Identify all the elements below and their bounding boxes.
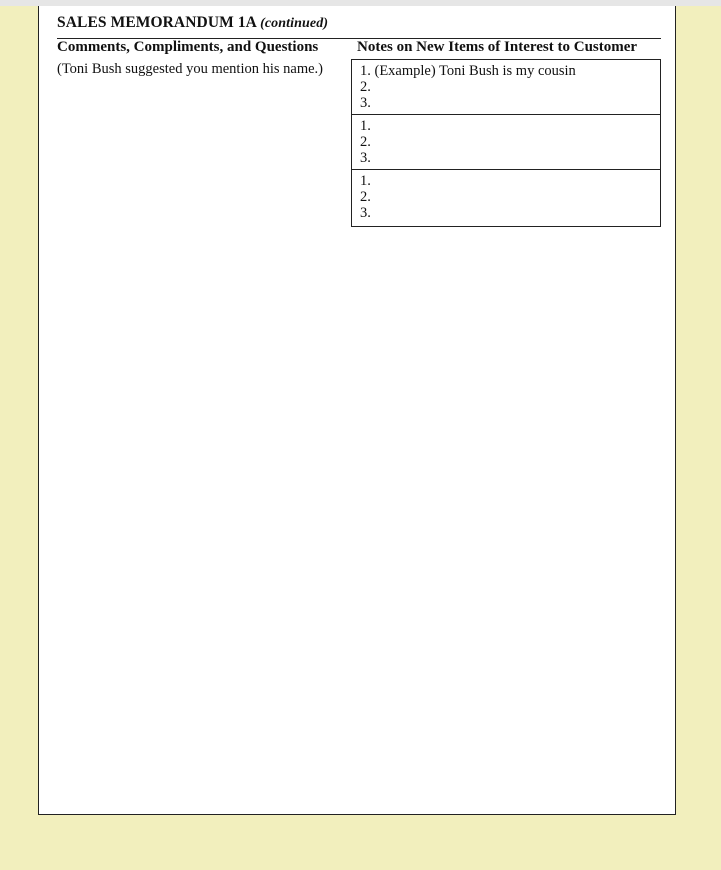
comment-text: (Toni Bush suggested you mention his name.): [57, 61, 323, 77]
note-group-2: [352, 115, 660, 170]
note-line[interactable]: 1.: [360, 173, 371, 189]
note-line[interactable]: 3.: [360, 150, 371, 166]
note-line[interactable]: 2.: [360, 79, 371, 95]
memo-title-continued: (continued): [260, 16, 329, 31]
notes-box: [351, 59, 661, 227]
note-line[interactable]: 2.: [360, 134, 371, 150]
note-line[interactable]: 3.: [360, 95, 371, 111]
note-line[interactable]: 3.: [360, 205, 371, 221]
memo-page: [38, 6, 676, 815]
note-line[interactable]: 2.: [360, 189, 371, 205]
comments-column-heading: Comments, Compliments, and Questions: [57, 39, 319, 55]
notes-column-heading: Notes on New Items of Interest to Customer: [357, 39, 638, 55]
memo-title: [57, 14, 328, 32]
note-group-3: [352, 170, 660, 226]
note-group-1: [352, 60, 660, 115]
memo-title-main: SALES MEMORANDUM 1A: [57, 14, 257, 31]
note-line[interactable]: 1.: [360, 118, 371, 134]
note-line[interactable]: 1. (Example) Toni Bush is my cousin: [360, 63, 576, 79]
